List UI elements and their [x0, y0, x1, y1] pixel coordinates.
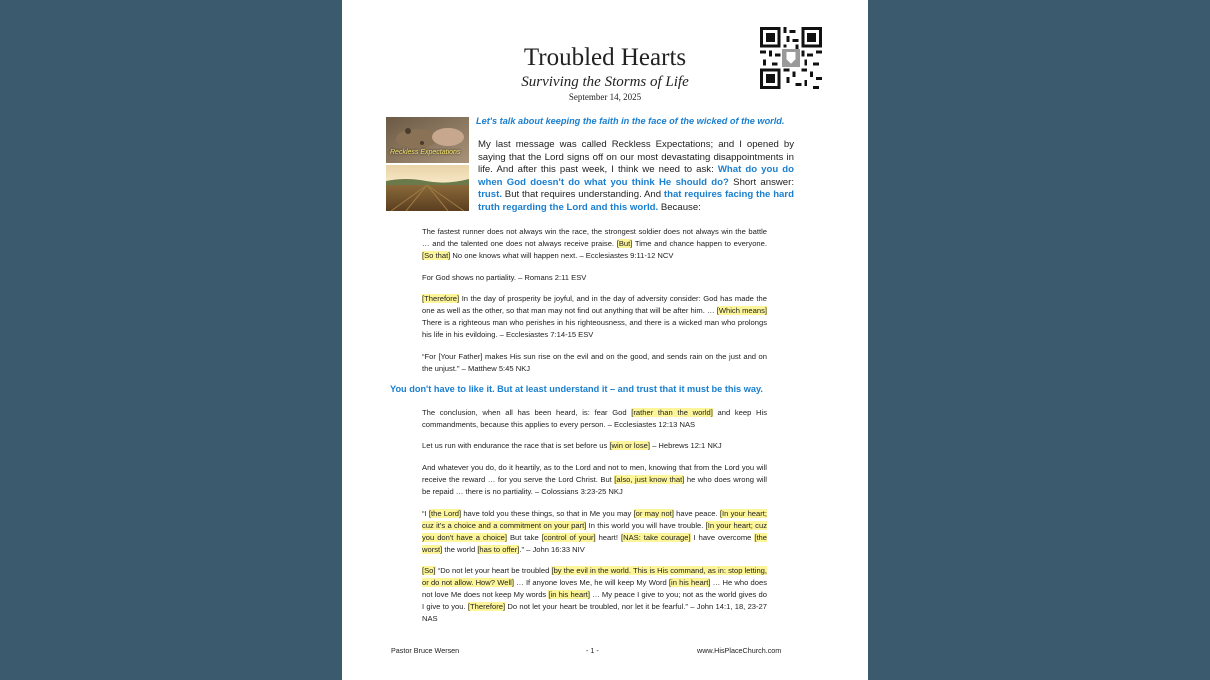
scripture-ecclesiastes-9: The fastest runner does not always win the race, the strongest soldier does not always win the battle … and the talented one does not always receive praise. [But] Time and chance happen to everyone. [So that] No one knows what will happen next. – Ecclesiastes 9:11-12 NCV: [422, 227, 767, 261]
scripture-hebrews-12: Let us run with endurance the race that is set before us [win or lose] – Hebrews 12:1 NKJ: [422, 441, 722, 450]
mid-statement: You don't have to like it. But at least understand it – and trust that it must be this way.: [390, 384, 763, 394]
landscape-image: [386, 165, 469, 211]
scripture-ecclesiastes-12: The conclusion, when all has been heard, is: fear God [rather than the world] and keep His commandments, because this applies to every person. – Ecclesiastes 12:13 NAS: [422, 408, 767, 430]
document-page: [342, 0, 868, 680]
image-caption: Reckless Expectations: [390, 149, 461, 156]
lead-statement: Let's talk about keeping the faith in the face of the wicked of the world.: [476, 116, 785, 126]
footer-page-number: - 1 -: [586, 646, 599, 655]
scripture-john-14: [So] “Do not let your heart be troubled [by the evil in the world. This is His command, as in: stop letting, or do not allow. How? Well] … If anyone loves Me, he will keep My Word [in his heart] … He who does not love Me does not keep My words [in his heart] … My peace I give to you; not as the world gives do I give to you. [Therefore] Do not let your heart be troubled, nor let it be fearful.” – John 14:1, 18, 23-27 NAS: [422, 566, 767, 624]
scripture-matthew-5: “For [Your Father] makes His sun rise on the evil and on the good, and sends rain on the just and on the unjust.” – Matthew 5:45 NKJ: [422, 352, 767, 374]
intro-paragraph: My last message was called Reckless Expectations; and I opened by saying that the Lord signs off on our most devastating disappointments in life. And after this past week, I think we need to ask: What do you do when God doesn't do what you think He should do? Short answer: trust. But that requires understanding. And that requires facing the hard truth regarding the Lord and this world. Because:: [478, 139, 794, 213]
scripture-ecclesiastes-7: [Therefore] In the day of prosperity be joyful, and in the day of adversity consider: God has made the one as well as the other, so that man may not find out anything that will be after him. … [Which means] There is a righteous man who perishes in his righteousness, and there is a wicked man who prolongs his life in his evildoing. – Ecclesiastes 7:14-15 ESV: [422, 294, 767, 340]
page-subtitle: Surviving the Storms of Life: [521, 74, 689, 90]
hands-soil-image: [386, 117, 469, 163]
page-title: Troubled Hearts: [523, 44, 687, 71]
scripture-john-16: “I [the Lord] have told you these things, so that in Me you may [or may not] have peace. [In your heart; cuz it's a choice and a commitment on your part] In this world you will have trouble. [In your heart; cuz you don't have a choice] But take [control of your] heart! [NAS: take courage] I have overcome [the worst] the world [has to offer].” – John 16:33 NIV: [422, 509, 767, 555]
footer-author: Pastor Bruce Wersen: [391, 646, 460, 655]
scripture-colossians-3: And whatever you do, do it heartily, as to the Lord and not to men, knowing that from the Lord you will receive the reward … for you serve the Lord Christ. But [also, just know that] he who does wrong will be repaid … there is no partiality. – Colossians 3:23-25 NKJ: [422, 463, 767, 497]
footer-website: www.HisPlaceChurch.com: [697, 646, 782, 655]
qr-code-icon: [760, 27, 822, 89]
page-date: September 14, 2025: [568, 92, 642, 102]
scripture-romans-2: For God shows no partiality. – Romans 2:11 ESV: [422, 273, 587, 282]
